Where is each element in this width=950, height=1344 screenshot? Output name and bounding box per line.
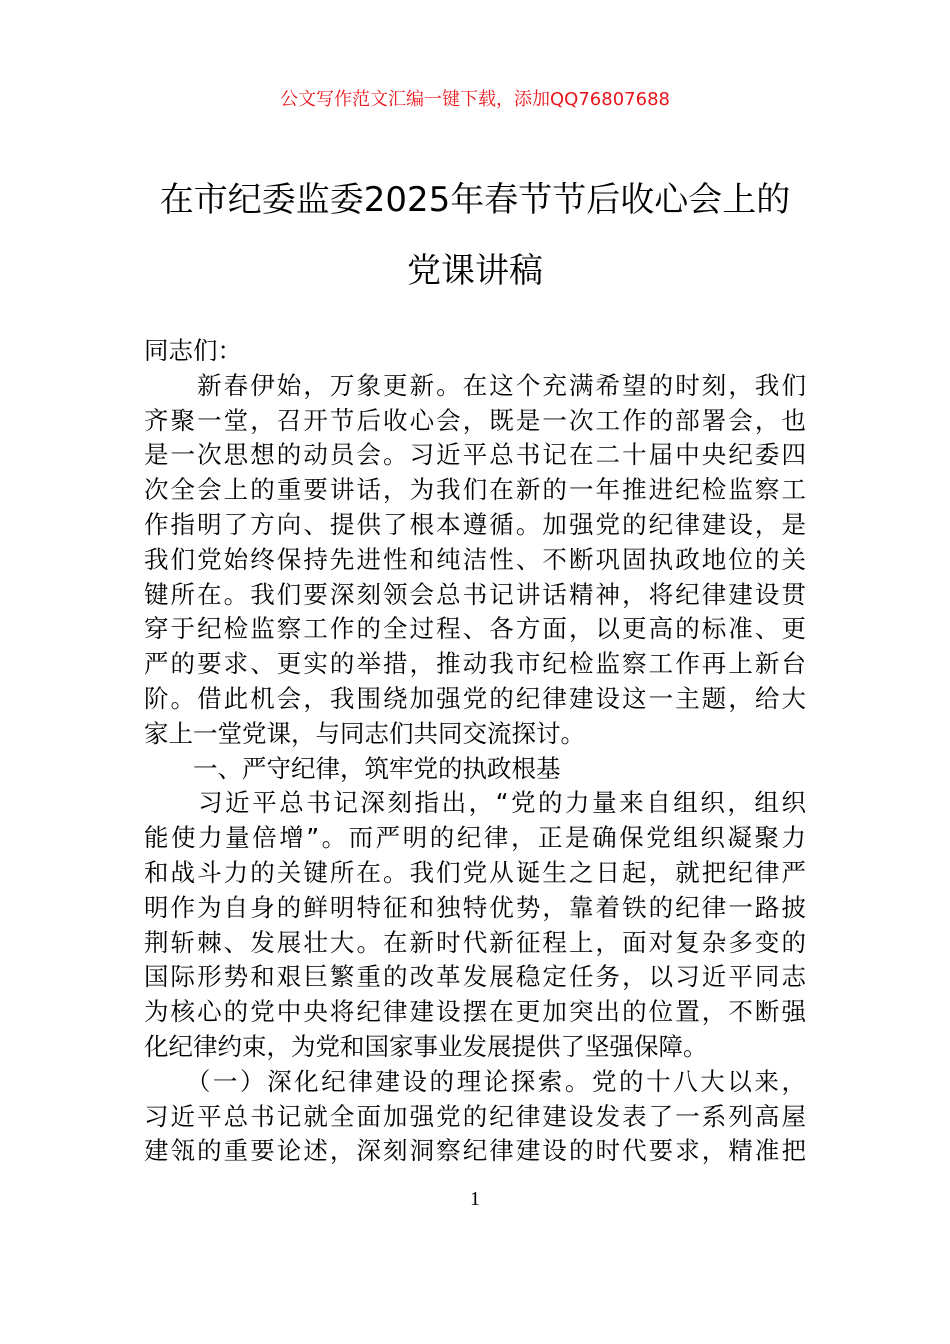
- text-line: 国际形势和艰巨繁重的改革发展稳定任务，以习近平同志: [144, 962, 806, 992]
- document-title-line-1: 在市纪委监委2025年春节节后收心会上的: [159, 180, 791, 220]
- text-line: 能使力量倍增”。而严明的纪律，正是确保党组织凝聚力: [144, 823, 806, 853]
- text-line: 为核心的党中央将纪律建设摆在更加突出的位置，不断强: [144, 997, 806, 1027]
- text-line: （一）深化纪律建设的理论探索。党的十八大以来，: [144, 1066, 806, 1096]
- text-line: 我们党始终保持先进性和纯洁性、不断巩固执政地位的关: [144, 544, 806, 574]
- text-line: 穿于纪检监察工作的全过程、各方面，以更高的标准、更: [144, 614, 806, 644]
- text-line: 作指明了方向、提供了根本遵循。加强党的纪律建设，是: [144, 509, 806, 539]
- text-line: 同志们：: [144, 336, 242, 365]
- text-line: 一、严守纪律，筑牢党的执政根基: [144, 753, 561, 783]
- text-line: 家上一堂党课，与同志们共同交流探讨。: [144, 718, 585, 748]
- text-line: 阶。借此机会，我围绕加强党的纪律建设这一主题，给大: [144, 683, 806, 713]
- text-line: 建瓴的重要论述，深刻洞察纪律建设的时代要求，精准把: [144, 1136, 806, 1166]
- text-line: 齐聚一堂，召开节后收心会，既是一次工作的部署会，也: [144, 405, 806, 435]
- text-line: 是一次思想的动员会。习近平总书记在二十届中央纪委四: [144, 440, 806, 470]
- document-body: [144, 334, 806, 1169]
- text-line: 化纪律约束，为党和国家事业发展提供了坚强保障。: [144, 1031, 708, 1061]
- header-notice: 公文写作范文汇编一键下载，添加QQ76807688: [280, 89, 670, 110]
- text-line: 和战斗力的关键所在。我们党从诞生之日起，就把纪律严: [144, 857, 806, 887]
- document-title-line-2: 党课讲稿: [407, 251, 543, 291]
- text-line: 新春伊始，万象更新。在这个充满希望的时刻，我们: [144, 370, 806, 400]
- text-line: 明作为自身的鲜明特征和独特优势，靠着铁的纪律一路披: [144, 892, 806, 922]
- text-line: 键所在。我们要深刻领会总书记讲话精神，将纪律建设贯: [144, 579, 806, 609]
- text-line: 严的要求、更实的举措，推动我市纪检监察工作再上新台: [144, 649, 806, 679]
- text-line: 习近平总书记就全面加强党的纪律建设发表了一系列高屋: [144, 1101, 806, 1131]
- page-number: 1: [470, 1188, 480, 1210]
- text-line: 次全会上的重要讲话，为我们在新的一年推进纪检监察工: [144, 475, 806, 505]
- text-line: 习近平总书记深刻指出，“党的力量来自组织，组织: [144, 788, 806, 818]
- text-line: 荆斩棘、发展壮大。在新时代新征程上，面对复杂多变的: [144, 927, 806, 957]
